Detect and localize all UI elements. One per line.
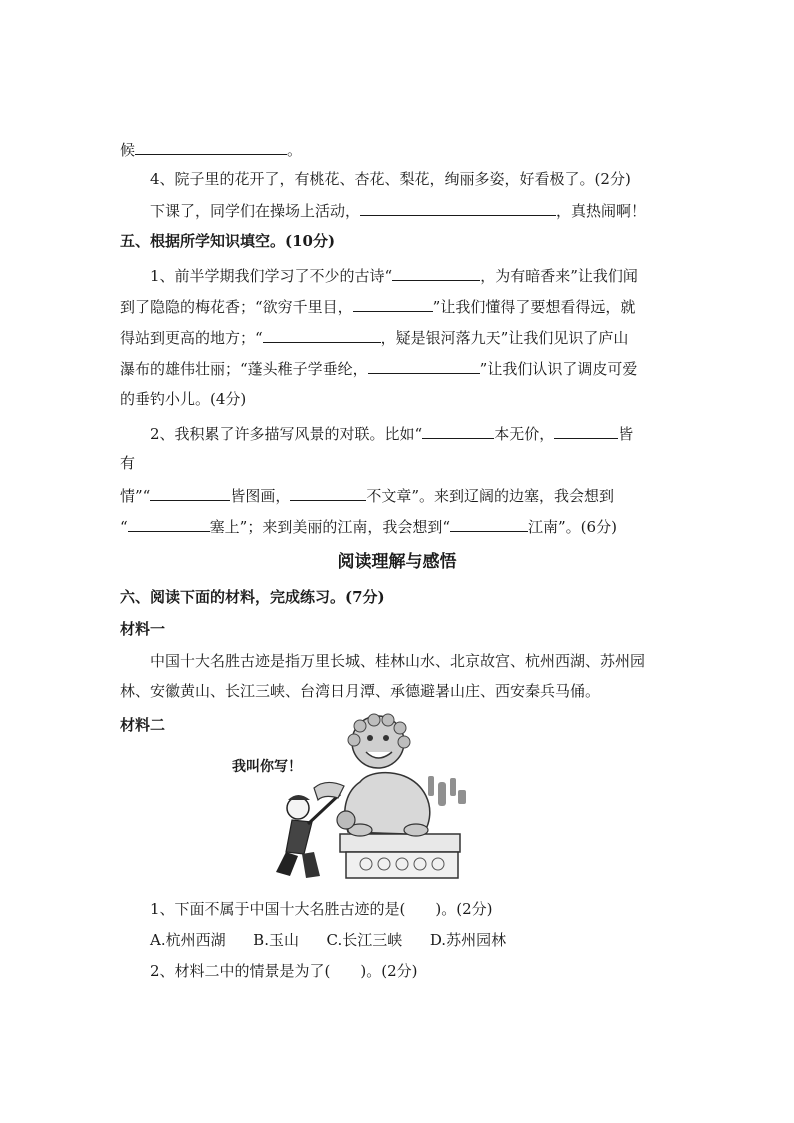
- question-4-answer-line: [150, 199, 646, 222]
- text: ，疑是银河落九天”让我们见识了庐山: [380, 329, 629, 347]
- answer-blank[interactable]: [263, 326, 381, 343]
- material-1-text-line1: 中国十大名胜古迹是指万里长城、桂林山水、北京故宫、杭州西湖、苏州园: [150, 652, 646, 670]
- text: ”让我们认识了调皮可爱: [479, 360, 638, 378]
- sec5-q1-line2: [120, 295, 635, 318]
- text: 不文章”。来到辽阔的边塞，我会想到: [366, 487, 615, 505]
- sec5-q1-line5: 的垂钓小儿。(4分): [120, 390, 247, 408]
- answer-blank[interactable]: [422, 422, 494, 439]
- text: ，为有暗香来”让我们闻: [480, 267, 638, 285]
- answer-blank[interactable]: [368, 357, 480, 374]
- text: 。: [287, 141, 303, 159]
- option-a[interactable]: A.杭州西湖: [150, 931, 226, 949]
- sec6-question-2: 2、材料二中的情景是为了( )。(2分): [150, 962, 418, 980]
- section-6-heading: 六、阅读下面的材料，完成练习。(7分): [120, 588, 385, 606]
- material-1-label: 材料一: [120, 620, 166, 638]
- material-1-text-line2: 林、安徽黄山、长江三峡、台湾日月潭、承德避暑山庄、西安秦兵马俑。: [120, 682, 601, 700]
- text: 情”“: [120, 487, 151, 505]
- sec6-q1-options: [150, 929, 506, 951]
- section-5-heading: 五、根据所学知识填空。(10分): [120, 232, 336, 250]
- answer-blank[interactable]: [360, 199, 556, 216]
- answer-blank[interactable]: [128, 515, 210, 532]
- text: 下课了，同学们在操场上活动，: [150, 202, 361, 220]
- text: ”让我们懂得了要想看得远，就: [432, 298, 636, 316]
- speech-bubble-text: 我叫你写！: [232, 759, 302, 775]
- text: 到了隐隐的梅花香；“欲穷千里目，: [120, 298, 353, 316]
- cartoon-illustration: [228, 712, 472, 882]
- sec5-q2-line2: 有: [120, 454, 136, 472]
- text: 皆: [618, 425, 634, 443]
- option-b[interactable]: B.玉山: [253, 931, 299, 949]
- answer-blank[interactable]: [554, 422, 618, 439]
- text: 江南”。(6分): [528, 518, 617, 536]
- answer-blank[interactable]: [392, 264, 480, 281]
- text: 候: [120, 141, 136, 159]
- answer-blank[interactable]: [450, 515, 528, 532]
- answer-blank[interactable]: [290, 484, 366, 501]
- option-c[interactable]: C.长江三峡: [326, 931, 403, 949]
- sec6-question-1: 1、下面不属于中国十大名胜古迹的是( )。(2分): [150, 900, 493, 918]
- fill-line-hou: [120, 138, 302, 161]
- answer-blank[interactable]: [353, 295, 433, 312]
- sec5-q2-line3: [120, 484, 614, 507]
- text: 皆图画，: [230, 487, 291, 505]
- answer-blank[interactable]: [150, 484, 230, 501]
- option-d[interactable]: D.苏州园林: [429, 931, 507, 949]
- text: 2、我积累了许多描写风景的对联。比如“: [150, 425, 423, 443]
- sec5-q2-line4: [120, 515, 617, 538]
- sec5-q2-line1: [150, 422, 633, 445]
- text: 本无价，: [494, 425, 555, 443]
- sec5-q1-line3: [120, 326, 628, 349]
- text: 得站到更高的地方；“: [120, 329, 263, 347]
- question-4-prompt: 4、院子里的花开了，有桃花、杏花、梨花，绚丽多姿，好看极了。(2分): [150, 170, 631, 188]
- text: 1、前半学期我们学习了不少的古诗“: [150, 267, 393, 285]
- reading-section-title: 阅读理解与感悟: [337, 552, 457, 572]
- sec5-q1-line1: [150, 264, 638, 287]
- text: “: [120, 518, 128, 536]
- sec5-q1-line4: [120, 357, 637, 380]
- text: ，真热闹啊！: [556, 202, 647, 220]
- text: 塞上”；来到美丽的江南，我会想到“: [209, 518, 451, 536]
- answer-blank[interactable]: [135, 138, 287, 155]
- text: 瀑布的雄伟壮丽；“蓬头稚子学垂纶，: [120, 360, 368, 378]
- stone-lion-graffiti-illustration: [228, 712, 472, 882]
- material-2-label: 材料二: [120, 716, 166, 734]
